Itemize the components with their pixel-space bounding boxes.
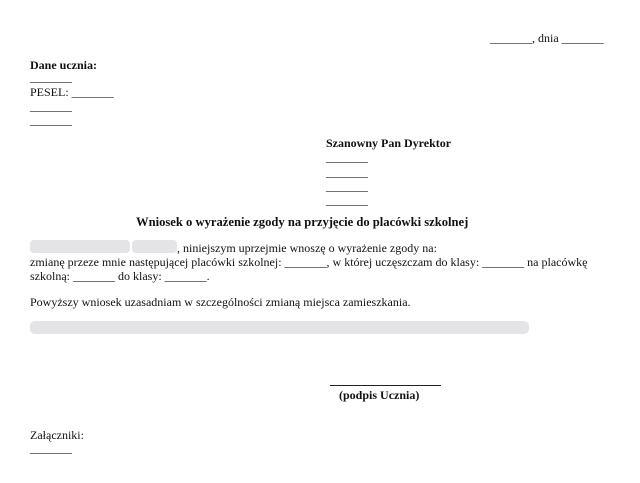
redacted-first-name: [30, 240, 130, 253]
date-label: , dnia: [532, 31, 562, 45]
para1-line2-text: zmianę przeze mnie następującej placówki szkolnej: _______, w której uczęszczam do klasy: _______ na placówkę: [30, 255, 588, 269]
para1-line1-text: , niniejszym uprzejmie wnoszę o wyrażenie zgody na:: [177, 241, 437, 255]
signature-label: (podpis Ucznia): [339, 388, 420, 402]
pesel-line: [30, 85, 114, 100]
pesel-blank: _______: [71, 85, 114, 99]
pesel-label: PESEL:: [30, 85, 72, 99]
recipient-blank-1: _______: [326, 150, 368, 164]
recipient-title: Szanowny Pan Dyrektor: [326, 136, 452, 150]
justification-text: Powyższy wniosek uzasadniam w szczególności zmianą miejsca zamieszkania.: [30, 295, 411, 309]
student-data-heading: Dane ucznia:: [30, 58, 97, 72]
recipient-blank-2: _______: [326, 165, 368, 179]
recipient-blank-3: _______: [326, 179, 368, 193]
student-address-blank-1: _______: [30, 99, 72, 113]
student-address-blank-2: _______: [30, 113, 72, 127]
redacted-justification-detail: [30, 321, 529, 334]
place-date-line: [490, 31, 604, 46]
redacted-last-name: [132, 240, 177, 253]
attachments-blank: _______: [30, 441, 72, 455]
place-blank: _______: [490, 31, 532, 45]
date-blank: _______: [561, 31, 604, 45]
student-name-blank: _______: [30, 70, 72, 84]
letter-title: Wniosek o wyrażenie zgody na przyjęcie do placówki szkolnej: [136, 215, 469, 229]
para1-line3-text: szkolną: _______ do klasy: _______.: [30, 269, 210, 283]
signature-line: [330, 385, 441, 386]
recipient-blank-4: _______: [326, 193, 368, 207]
attachments-label: Załączniki:: [30, 428, 84, 442]
